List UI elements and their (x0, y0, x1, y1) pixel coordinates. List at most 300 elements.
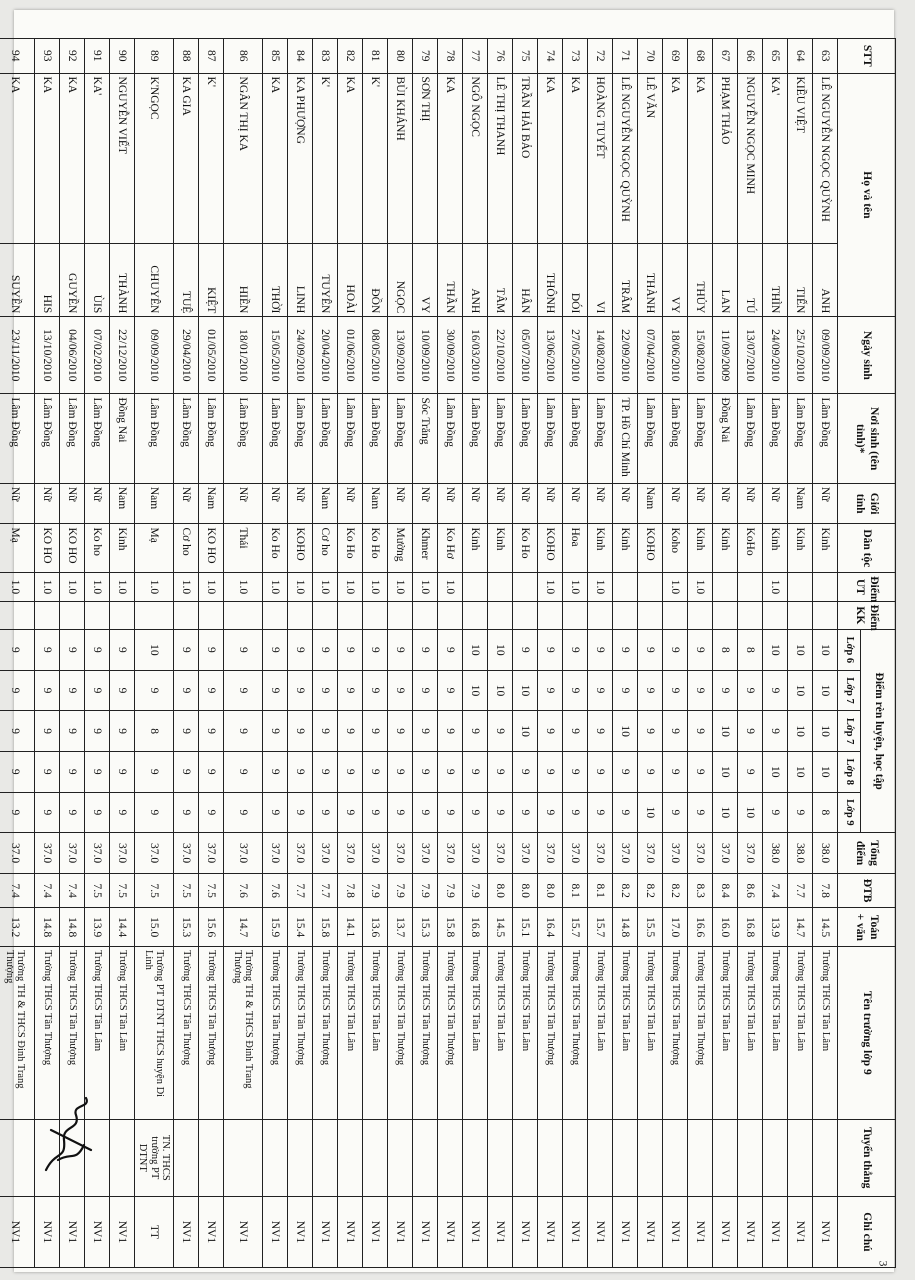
cell-lop-6: 9 (388, 630, 413, 671)
cell-dtb: 7.9 (438, 873, 463, 908)
cell-lop-7a: 9 (224, 670, 263, 711)
cell-ho: NGUYỄN VIẾT (110, 73, 135, 244)
cell-dan-toc: Koho (663, 524, 688, 573)
cell-tong-diem: 37.0 (713, 833, 738, 874)
cell-noi-sinh: Lâm Đồng (563, 394, 588, 483)
cell-gioi-tinh: Nữ (0, 483, 35, 524)
cell-diem-ut: 1.0 (388, 573, 413, 601)
cell-tuyen-thang (288, 1119, 313, 1196)
cell-tong-diem: 37.0 (224, 833, 263, 874)
cell-lop-7a: 9 (288, 670, 313, 711)
cell-lop-9: 9 (174, 792, 199, 833)
cell-lop-6: 8 (713, 630, 738, 671)
cell-gioi-tinh: Nữ (813, 483, 838, 524)
cell-ho: KA (35, 73, 60, 244)
cell-dtb: 7.9 (413, 873, 438, 908)
cell-ho: KA (438, 73, 463, 244)
cell-tong-diem: 38.0 (813, 833, 838, 874)
cell-ghi-chu: NV1 (263, 1196, 288, 1267)
cell-lop-6: 9 (538, 630, 563, 671)
cell-tong-diem: 38.0 (788, 833, 813, 874)
cell-noi-sinh: Lâm Đồng (788, 394, 813, 483)
cell-lop-8: 9 (563, 751, 588, 792)
cell-lop-6: 9 (313, 630, 338, 671)
cell-lop-7b: 9 (338, 711, 363, 752)
cell-diem-kk (813, 601, 838, 629)
cell-gioi-tinh: Nam (788, 483, 813, 524)
cell-lop-6: 9 (413, 630, 438, 671)
cell-ho: KA PHƯỢNG (288, 73, 313, 244)
cell-dan-toc: Thái (224, 524, 263, 573)
cell-dtb: 7.6 (263, 873, 288, 908)
cell-ghi-chu: NV1 (174, 1196, 199, 1267)
cell-lop-7a: 9 (538, 670, 563, 711)
cell-lop-9: 9 (288, 792, 313, 833)
cell-stt: 63 (813, 39, 838, 74)
cell-lop-6: 10 (135, 630, 174, 671)
table-row (713, 39, 738, 1268)
header-ho-va-ten: Họ và tên (838, 73, 896, 317)
cell-lop-8: 9 (538, 751, 563, 792)
cell-stt: 88 (174, 39, 199, 74)
cell-ten: THỦY (688, 244, 713, 317)
cell-tong-diem: 37.0 (35, 833, 60, 874)
table-row (538, 39, 563, 1268)
cell-ngay-sinh: 22/12/2010 (110, 317, 135, 394)
cell-tuyen-thang (613, 1119, 638, 1196)
cell-ho: LÊ NGUYỄN NGỌC QUỲNH (613, 73, 638, 244)
header-toan-van: Toán + văn (838, 908, 896, 947)
cell-ho: KIỀU VIỆT (788, 73, 813, 244)
cell-tong-diem: 37.0 (613, 833, 638, 874)
cell-dtb: 8.1 (563, 873, 588, 908)
cell-lop-7a: 9 (563, 670, 588, 711)
cell-toan-van: 16.0 (713, 908, 738, 947)
cell-lop-7a: 9 (313, 670, 338, 711)
cell-diem-kk (688, 601, 713, 629)
cell-gioi-tinh: Nữ (413, 483, 438, 524)
cell-tong-diem: 37.0 (413, 833, 438, 874)
cell-tuyen-thang (513, 1119, 538, 1196)
cell-dan-toc: KOHO (538, 524, 563, 573)
cell-dtb: 8.2 (663, 873, 688, 908)
cell-diem-kk (513, 601, 538, 629)
cell-truong: Trường THCS Tân Lâm (463, 946, 488, 1119)
cell-lop-8: 9 (338, 751, 363, 792)
cell-ten: ANH (813, 244, 838, 317)
cell-lop-7b: 10 (813, 711, 838, 752)
cell-tuyen-thang (763, 1119, 788, 1196)
cell-diem-ut: 1.0 (413, 573, 438, 601)
cell-lop-9: 9 (199, 792, 224, 833)
cell-diem-kk (663, 601, 688, 629)
cell-diem-ut: 1.0 (288, 573, 313, 601)
cell-ten: TÚ (738, 244, 763, 317)
cell-dtb: 7.4 (763, 873, 788, 908)
table-row (0, 39, 35, 1268)
cell-noi-sinh: Lâm Đồng (488, 394, 513, 483)
table-row (688, 39, 713, 1268)
cell-lop-9: 9 (313, 792, 338, 833)
cell-stt: 67 (713, 39, 738, 74)
cell-diem-ut (738, 573, 763, 601)
cell-tuyen-thang (663, 1119, 688, 1196)
cell-gioi-tinh: Nữ (613, 483, 638, 524)
cell-tong-diem: 37.0 (563, 833, 588, 874)
cell-lop-6: 9 (60, 630, 85, 671)
cell-ten: LINH (288, 244, 313, 317)
cell-dan-toc: KoHo (738, 524, 763, 573)
cell-noi-sinh: Sóc Trăng (413, 394, 438, 483)
cell-lop-7a: 9 (613, 670, 638, 711)
table-row (588, 39, 613, 1268)
cell-ten: HÂN (513, 244, 538, 317)
cell-toan-van: 14.8 (35, 908, 60, 947)
cell-toan-van: 14.5 (488, 908, 513, 947)
table-row (35, 39, 60, 1268)
cell-dtb: 7.7 (288, 873, 313, 908)
cell-dtb: 7.9 (463, 873, 488, 908)
cell-ngay-sinh: 10/09/2010 (413, 317, 438, 394)
cell-lop-9: 9 (135, 792, 174, 833)
cell-lop-7b: 9 (199, 711, 224, 752)
cell-lop-6: 9 (663, 630, 688, 671)
cell-tuyen-thang (563, 1119, 588, 1196)
cell-stt: 92 (60, 39, 85, 74)
cell-lop-6: 9 (338, 630, 363, 671)
table-row (813, 39, 838, 1268)
cell-lop-9: 9 (413, 792, 438, 833)
cell-tong-diem: 37.0 (363, 833, 388, 874)
cell-lop-7b: 9 (388, 711, 413, 752)
cell-lop-6: 10 (763, 630, 788, 671)
cell-gioi-tinh: Nữ (513, 483, 538, 524)
cell-lop-8: 10 (813, 751, 838, 792)
cell-diem-kk (538, 601, 563, 629)
cell-ho: KA (0, 73, 35, 244)
cell-dan-toc: Kinh (588, 524, 613, 573)
cell-lop-8: 9 (174, 751, 199, 792)
cell-lop-8: 9 (638, 751, 663, 792)
cell-diem-ut: 1.0 (0, 573, 35, 601)
cell-toan-van: 13.9 (85, 908, 110, 947)
cell-lop-9: 9 (438, 792, 463, 833)
cell-dtb: 7.9 (388, 873, 413, 908)
cell-lop-7a: 9 (588, 670, 613, 711)
table-row (263, 39, 288, 1268)
cell-diem-ut: 1.0 (174, 573, 199, 601)
cell-lop-8: 10 (713, 751, 738, 792)
cell-lop-7a: 9 (174, 670, 199, 711)
cell-dan-toc: KO HO (60, 524, 85, 573)
cell-toan-van: 15.6 (199, 908, 224, 947)
cell-lop-6: 9 (638, 630, 663, 671)
cell-toan-van: 16.4 (538, 908, 563, 947)
cell-diem-ut: 1.0 (438, 573, 463, 601)
cell-tuyen-thang (0, 1119, 35, 1196)
cell-ngay-sinh: 15/08/2010 (688, 317, 713, 394)
cell-ngay-sinh: 23/11/2010 (0, 317, 35, 394)
cell-stt: 70 (638, 39, 663, 74)
cell-lop-6: 9 (199, 630, 224, 671)
cell-tong-diem: 37.0 (60, 833, 85, 874)
cell-tong-diem: 37.0 (110, 833, 135, 874)
cell-tuyen-thang (538, 1119, 563, 1196)
cell-dtb: 7.5 (135, 873, 174, 908)
cell-dtb: 8.2 (638, 873, 663, 908)
cell-lop-7a: 9 (738, 670, 763, 711)
cell-toan-van: 14.8 (60, 908, 85, 947)
cell-ho: KA (263, 73, 288, 244)
cell-diem-ut: 1.0 (224, 573, 263, 601)
cell-dan-toc: Kinh (688, 524, 713, 573)
cell-stt: 69 (663, 39, 688, 74)
cell-lop-7b: 9 (174, 711, 199, 752)
table-row (60, 39, 85, 1268)
cell-ghi-chu: NV1 (60, 1196, 85, 1267)
cell-gioi-tinh: Nữ (263, 483, 288, 524)
cell-toan-van: 15.7 (563, 908, 588, 947)
cell-lop-9: 10 (738, 792, 763, 833)
cell-lop-7a: 9 (688, 670, 713, 711)
cell-lop-7a: 9 (60, 670, 85, 711)
cell-lop-6: 9 (688, 630, 713, 671)
cell-ho: TRẦN HẢI BẢO (513, 73, 538, 244)
cell-ghi-chu: NV1 (813, 1196, 838, 1267)
cell-lop-6: 9 (174, 630, 199, 671)
handwritten-signature (36, 1090, 106, 1180)
cell-lop-7a: 10 (788, 670, 813, 711)
cell-ten: VI (588, 244, 613, 317)
cell-lop-6: 10 (788, 630, 813, 671)
cell-stt: 66 (738, 39, 763, 74)
cell-noi-sinh: Lâm Đồng (313, 394, 338, 483)
cell-ho: KA (563, 73, 588, 244)
cell-lop-7a: 9 (388, 670, 413, 711)
cell-lop-8: 9 (363, 751, 388, 792)
cell-truong: Trường THCS Tân Thượng (663, 946, 688, 1119)
header-gioi-tinh: Giới tính (838, 483, 896, 524)
cell-dan-toc: Cơ ho (174, 524, 199, 573)
cell-lop-7a: 10 (463, 670, 488, 711)
cell-lop-9: 9 (388, 792, 413, 833)
cell-dan-toc: Kinh (488, 524, 513, 573)
cell-lop-7b: 8 (135, 711, 174, 752)
header-noi-sinh: Nơi sinh (tên tỉnh)* (838, 394, 896, 483)
cell-noi-sinh: Lâm Đồng (438, 394, 463, 483)
cell-ghi-chu: NV1 (288, 1196, 313, 1267)
cell-lop-7b: 10 (788, 711, 813, 752)
cell-lop-7b: 9 (85, 711, 110, 752)
cell-lop-9: 9 (363, 792, 388, 833)
cell-diem-kk (488, 601, 513, 629)
cell-truong: Trường THCS Tân Thượng (313, 946, 338, 1119)
cell-lop-9: 9 (463, 792, 488, 833)
cell-toan-van: 14.4 (110, 908, 135, 947)
cell-noi-sinh: Lâm Đồng (638, 394, 663, 483)
cell-truong: Trường THCS Tân Lâm (588, 946, 613, 1119)
cell-diem-ut: 1.0 (35, 573, 60, 601)
cell-dan-toc: KOHO (638, 524, 663, 573)
cell-truong: Trường THCS Tân Thượng (288, 946, 313, 1119)
cell-lop-7b: 9 (438, 711, 463, 752)
cell-ten: GUYỀN (60, 244, 85, 317)
cell-truong: Trường THCS Tân Thượng (388, 946, 413, 1119)
cell-truong: Trường PT DTNT THCS huyện Di Linh (135, 946, 174, 1119)
cell-ghi-chu: NV1 (199, 1196, 224, 1267)
cell-ngay-sinh: 13/07/2010 (738, 317, 763, 394)
cell-stt: 91 (85, 39, 110, 74)
cell-ghi-chu: NV1 (563, 1196, 588, 1267)
cell-tong-diem: 37.0 (588, 833, 613, 874)
cell-ghi-chu: NV1 (538, 1196, 563, 1267)
cell-noi-sinh: Lâm Đồng (813, 394, 838, 483)
cell-noi-sinh: Lâm Đồng (224, 394, 263, 483)
cell-diem-kk (413, 601, 438, 629)
cell-tuyen-thang (388, 1119, 413, 1196)
table-row (613, 39, 638, 1268)
cell-gioi-tinh: Nữ (224, 483, 263, 524)
cell-dan-toc: Ko Ho (363, 524, 388, 573)
cell-gioi-tinh: Nữ (174, 483, 199, 524)
cell-tong-diem: 37.0 (388, 833, 413, 874)
cell-noi-sinh: Lâm Đồng (288, 394, 313, 483)
cell-dtb: 7.7 (313, 873, 338, 908)
cell-tong-diem: 37.0 (688, 833, 713, 874)
cell-diem-ut: 1.0 (85, 573, 110, 601)
cell-dtb: 7.4 (35, 873, 60, 908)
rotated-table-wrapper (4, 38, 896, 1268)
cell-tuyen-thang (174, 1119, 199, 1196)
cell-toan-van: 13.9 (763, 908, 788, 947)
cell-tuyen-thang (110, 1119, 135, 1196)
cell-diem-ut: 1.0 (563, 573, 588, 601)
cell-ho: K'NGỌC (135, 73, 174, 244)
cell-diem-ut (713, 573, 738, 601)
cell-lop-8: 9 (35, 751, 60, 792)
cell-noi-sinh: Lâm Đồng (338, 394, 363, 483)
cell-stt: 89 (135, 39, 174, 74)
cell-truong: Trường THCS Tân Lâm (338, 946, 363, 1119)
cell-gioi-tinh: Nam (135, 483, 174, 524)
cell-tong-diem: 37.0 (135, 833, 174, 874)
cell-truong: Trường THCS Tân Lâm (110, 946, 135, 1119)
cell-ho: NGUYỄN NGỌC MINH (738, 73, 763, 244)
cell-diem-ut (613, 573, 638, 601)
cell-gioi-tinh: Nữ (60, 483, 85, 524)
cell-ghi-chu: NV1 (0, 1196, 35, 1267)
cell-ghi-chu: NV1 (713, 1196, 738, 1267)
cell-toan-van: 14.7 (224, 908, 263, 947)
cell-dtb: 7.5 (174, 873, 199, 908)
cell-ho: PHẠM THẢO (713, 73, 738, 244)
cell-truong: Trường THCS Tân Lâm (488, 946, 513, 1119)
cell-dtb: 7.6 (224, 873, 263, 908)
cell-truong: Trường THCS Tân Thượng (263, 946, 288, 1119)
cell-ten: THỜI (263, 244, 288, 317)
cell-stt: 79 (413, 39, 438, 74)
cell-lop-6: 9 (224, 630, 263, 671)
header-lop-6: Lớp 6 (838, 630, 861, 671)
cell-ghi-chu: NV1 (388, 1196, 413, 1267)
cell-noi-sinh: Lâm Đồng (388, 394, 413, 483)
cell-noi-sinh: Lâm Đồng (85, 394, 110, 483)
cell-ghi-chu: NV1 (488, 1196, 513, 1267)
cell-tong-diem: 37.0 (338, 833, 363, 874)
cell-ho: LÊ THỊ THANH (488, 73, 513, 244)
cell-lop-7a: 9 (35, 670, 60, 711)
cell-ngay-sinh: 05/07/2010 (513, 317, 538, 394)
cell-gioi-tinh: Nữ (85, 483, 110, 524)
cell-ten: NGỌC (388, 244, 413, 317)
cell-tong-diem: 37.0 (488, 833, 513, 874)
cell-lop-9: 9 (688, 792, 713, 833)
cell-truong: Trường TH & THCS Đinh Trang Thượng (224, 946, 263, 1119)
cell-toan-van: 13.6 (363, 908, 388, 947)
cell-lop-8: 9 (135, 751, 174, 792)
cell-tong-diem: 37.0 (663, 833, 688, 874)
cell-toan-van: 15.4 (288, 908, 313, 947)
cell-dan-toc: Khmer (413, 524, 438, 573)
cell-dan-toc: Kinh (763, 524, 788, 573)
cell-ghi-chu: NV1 (613, 1196, 638, 1267)
table-row (413, 39, 438, 1268)
cell-diem-kk (288, 601, 313, 629)
cell-lop-6: 9 (588, 630, 613, 671)
cell-lop-8: 9 (513, 751, 538, 792)
cell-truong: Trường THCS Tân Lâm (713, 946, 738, 1119)
cell-diem-kk (588, 601, 613, 629)
table-row (85, 39, 110, 1268)
table-row (288, 39, 313, 1268)
cell-lop-7a: 9 (638, 670, 663, 711)
cell-lop-8: 9 (663, 751, 688, 792)
cell-tong-diem: 37.0 (438, 833, 463, 874)
cell-ho: KA (663, 73, 688, 244)
cell-lop-7a: 9 (85, 670, 110, 711)
cell-ghi-chu: NV1 (85, 1196, 110, 1267)
cell-noi-sinh: Lâm Đồng (588, 394, 613, 483)
table-row (388, 39, 413, 1268)
cell-dtb: 7.4 (60, 873, 85, 908)
cell-diem-ut: 1.0 (688, 573, 713, 601)
cell-gioi-tinh: Nữ (463, 483, 488, 524)
cell-ten: TUỆ (174, 244, 199, 317)
cell-ho: KA (338, 73, 363, 244)
cell-ngay-sinh: 20/04/2010 (313, 317, 338, 394)
cell-ngay-sinh: 22/10/2010 (488, 317, 513, 394)
cell-lop-6: 9 (110, 630, 135, 671)
header-lop-7b: Lớp 7 (838, 711, 861, 752)
cell-toan-van: 16.8 (738, 908, 763, 947)
table-row (135, 39, 174, 1268)
cell-ngay-sinh: 27/05/2010 (563, 317, 588, 394)
table-row (663, 39, 688, 1268)
cell-toan-van: 13.2 (0, 908, 35, 947)
table-row (224, 39, 263, 1268)
cell-lop-7b: 10 (713, 711, 738, 752)
cell-ho: K' (313, 73, 338, 244)
cell-ho: KA (538, 73, 563, 244)
cell-noi-sinh: Lâm Đồng (363, 394, 388, 483)
cell-noi-sinh: Lâm Đồng (60, 394, 85, 483)
cell-ho: KA (60, 73, 85, 244)
cell-ngay-sinh: 13/06/2010 (538, 317, 563, 394)
cell-ho: NGÂN THỊ KA (224, 73, 263, 244)
cell-diem-kk (463, 601, 488, 629)
cell-tong-diem: 37.0 (313, 833, 338, 874)
cell-lop-8: 9 (288, 751, 313, 792)
